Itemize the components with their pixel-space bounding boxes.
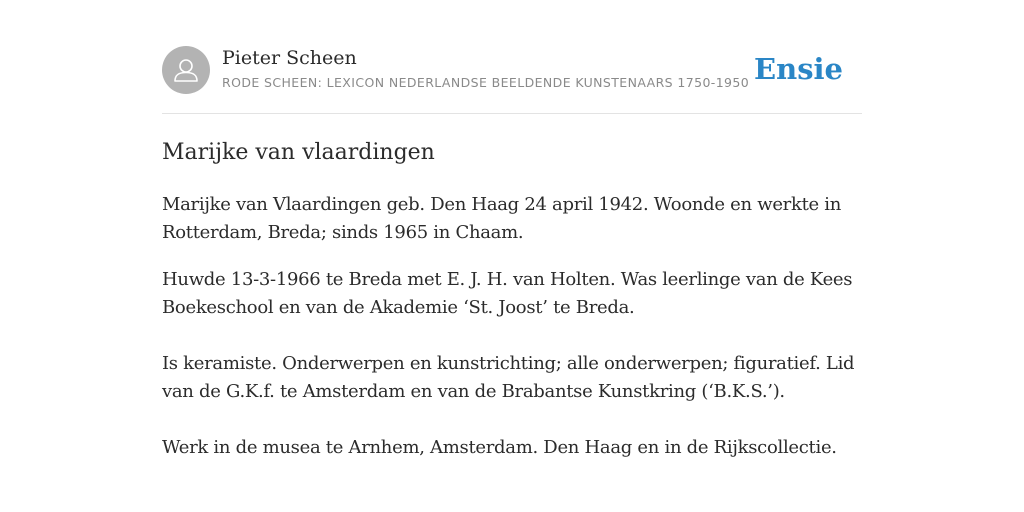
brand-logo[interactable]: Ensie <box>754 52 843 86</box>
author-name[interactable]: Pieter Scheen <box>222 47 357 69</box>
avatar[interactable] <box>162 46 210 94</box>
paragraph: Werk in de musea te Arnhem, Amsterdam. Den Haag en in de Rijkscollectie. <box>162 437 837 458</box>
article <box>162 46 862 481</box>
paragraph: Huwde 13-3-1966 te Breda met E. J. H. van Holten. Was leerlinge van de Kees Boekeschool en van de Akademie ‘St. Joost’ te Breda. <box>162 269 853 318</box>
paragraph: Marijke van Vlaardingen geb. Den Haag 24 april 1942. Woonde en werkte in Rotterdam, Breda; sinds 1965 in Chaam. <box>162 194 842 243</box>
article-title: Marijke van vlaardingen <box>162 140 435 165</box>
user-icon <box>162 46 210 94</box>
article-body <box>162 191 862 462</box>
article-header <box>162 46 862 114</box>
source-name[interactable]: RODE SCHEEN: LEXICON NEDERLANDSE BEELDENDE KUNSTENAARS 1750-1950 <box>222 75 750 90</box>
paragraph: Is keramiste. Onderwerpen en kunstrichting; alle onderwerpen; figuratief. Lid van de G.K.f. te Amsterdam en van de Brabantse Kunstkring (‘B.K.S.’). <box>162 353 855 402</box>
